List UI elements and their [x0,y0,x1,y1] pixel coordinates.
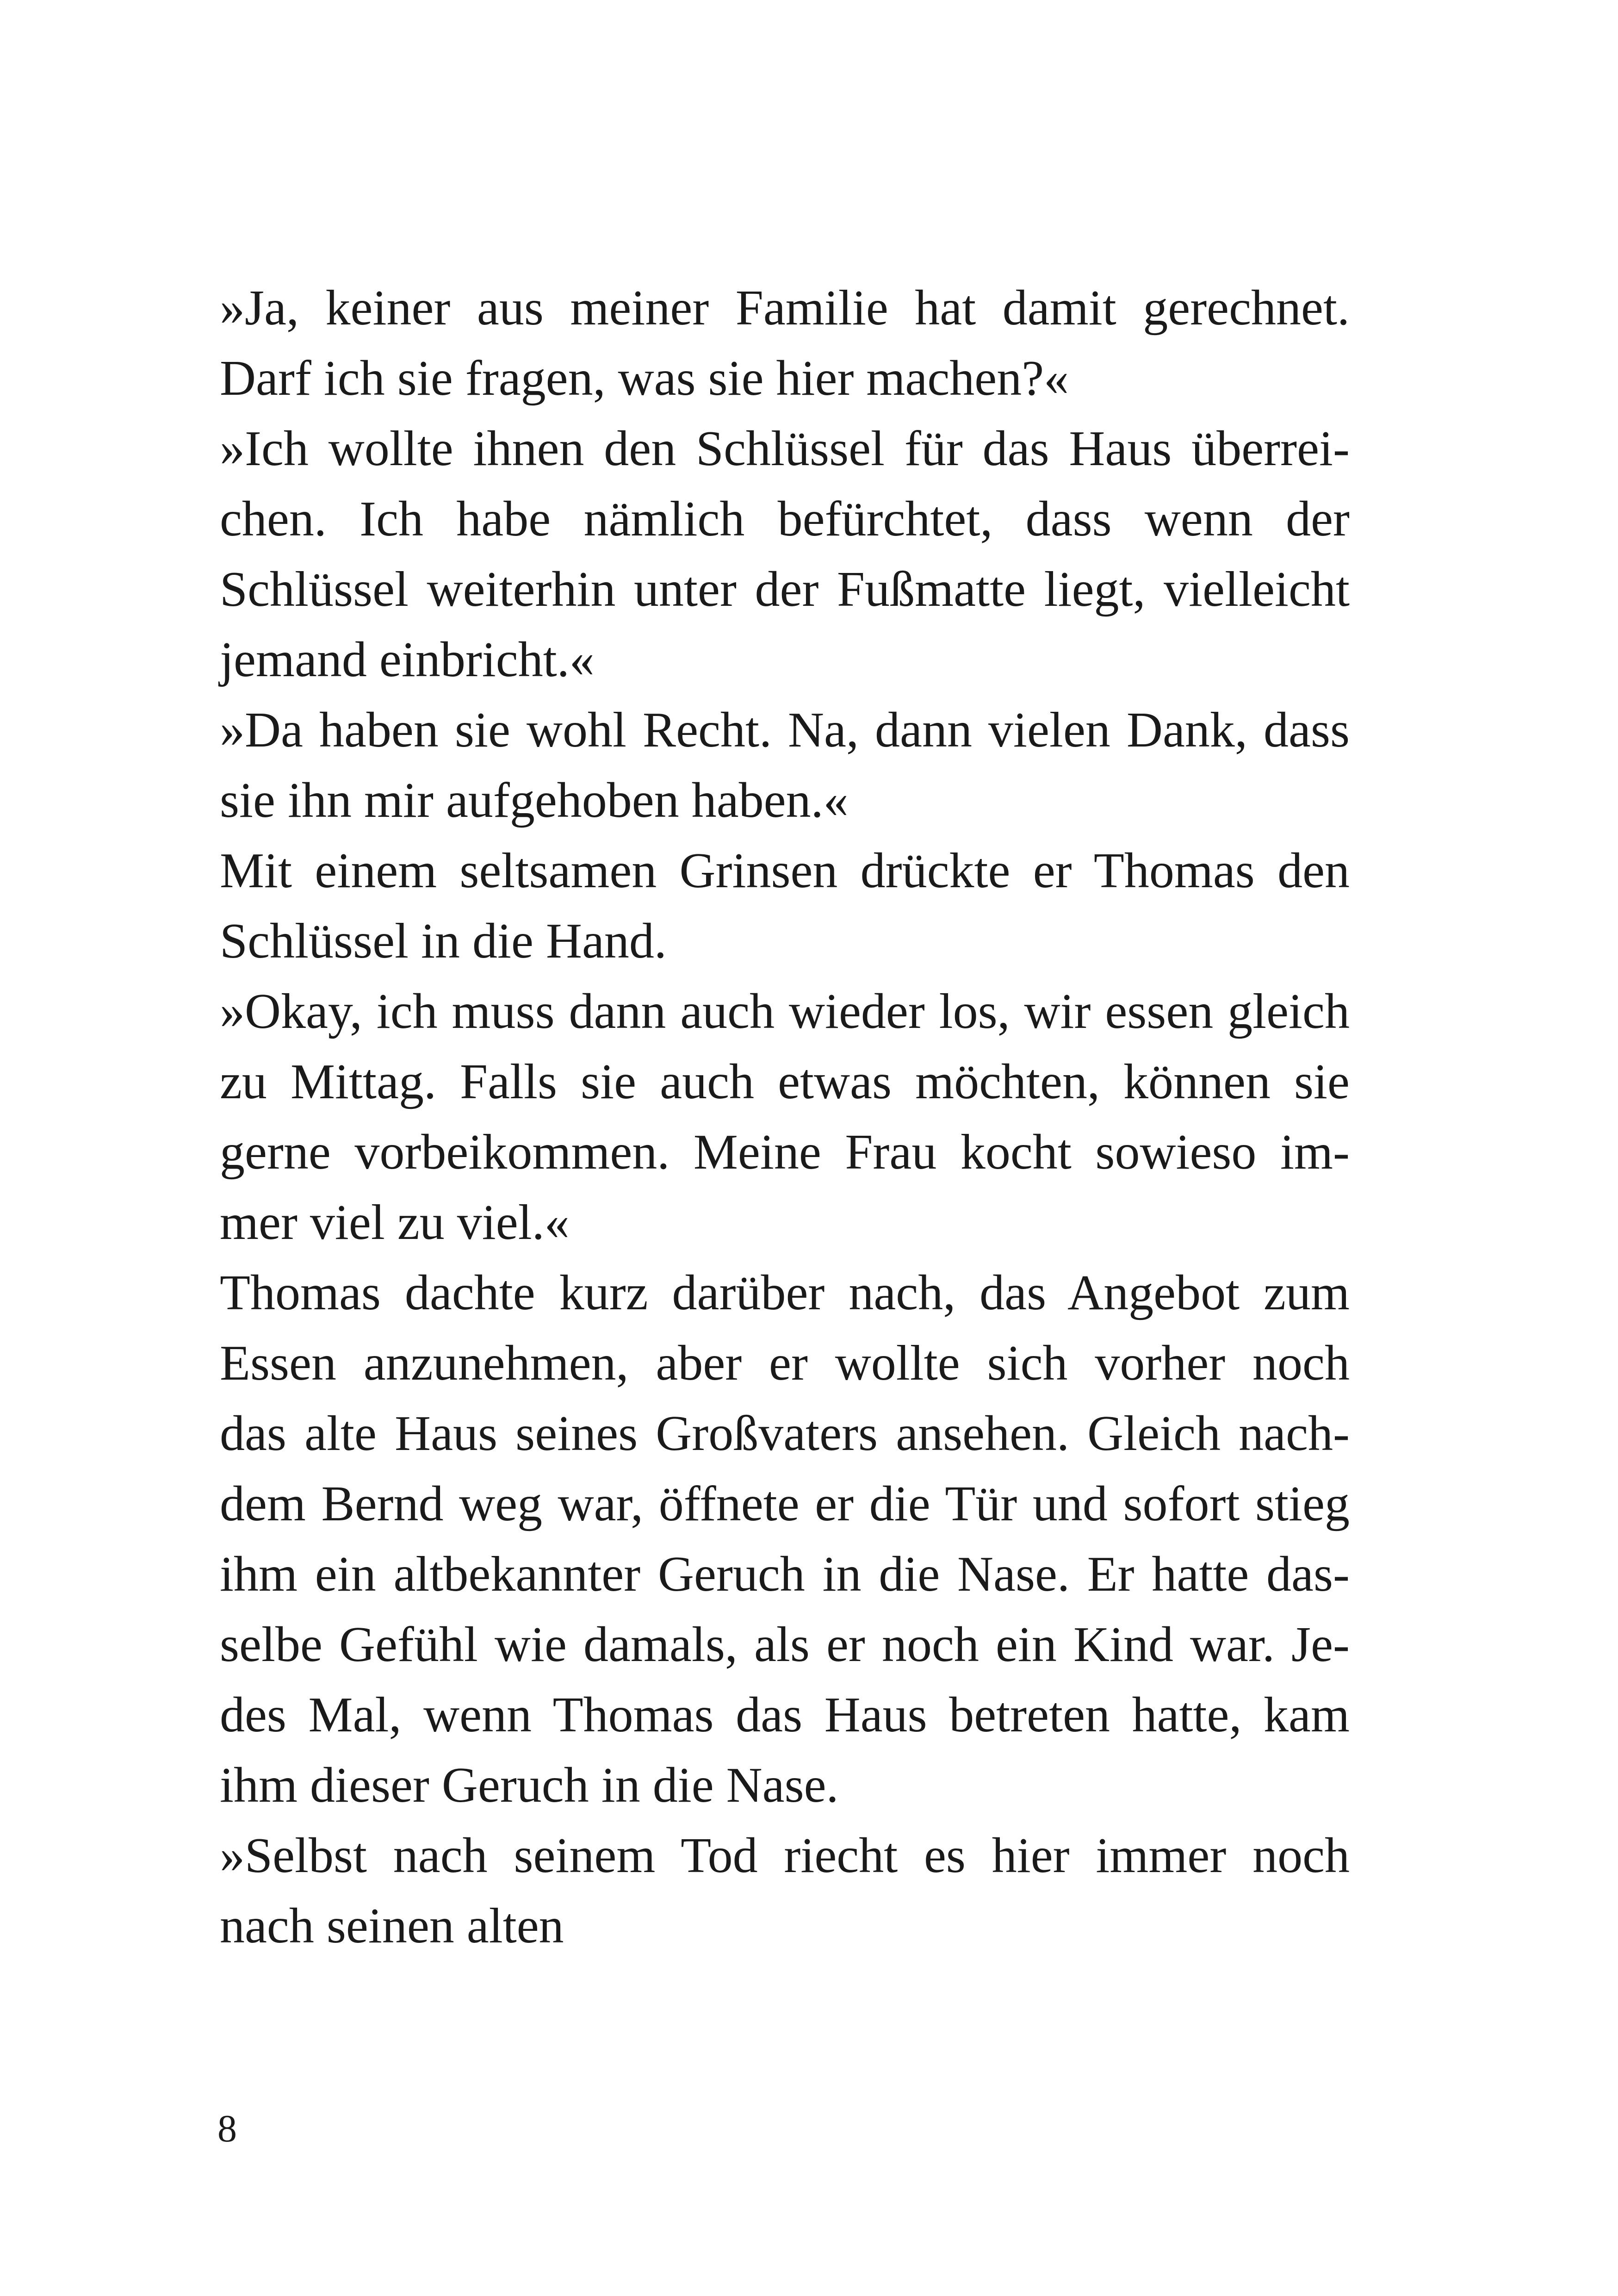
text-line: des Mal, wenn Thomas das Haus betreten hatte, kam [220,1687,1350,1742]
text-line: jemand einbricht.« [220,632,595,687]
text-line: Darf ich sie fragen, was sie hier machen?« [220,351,1069,406]
text-line: gerne vorbeikommen. Meine Frau kocht sowieso im- [220,1125,1350,1180]
text-line: mer viel zu viel.« [220,1195,570,1250]
text-line: Mit einem seltsamen Grinsen drückte er Thomas den [220,843,1350,898]
text-line: Schlüssel weiterhin unter der Fußmatte liegt, vielleicht [220,562,1350,617]
text-line: sie ihn mir aufgehoben haben.« [220,773,849,828]
text-line: das alte Haus seines Großvaters ansehen. Gleich nach- [220,1406,1350,1461]
text-line: zu Mittag. Falls sie auch etwas möchten, können sie [220,1054,1350,1109]
text-line: »Okay, ich muss dann auch wieder los, wir essen gleich [220,984,1350,1039]
body-text [220,273,1350,1961]
page-number: 8 [217,2107,237,2150]
text-line: selbe Gefühl wie damals, als er noch ein Kind war. Je- [220,1617,1350,1672]
text-line: chen. Ich habe nämlich befürchtet, dass wenn der [220,492,1350,547]
text-line: »Da haben sie wohl Recht. Na, dann vielen Dank, dass [220,703,1350,758]
text-line: dem Bernd weg war, öffnete er die Tür und sofort stieg [220,1476,1350,1531]
text-line: Schlüssel in die Hand. [220,914,667,969]
text-line: »Ich wollte ihnen den Schlüssel für das Haus überrei- [220,421,1350,476]
text-line: Thomas dachte kurz darüber nach, das Angebot zum [220,1265,1350,1320]
text-line: »Selbst nach seinem Tod riecht es hier immer noch [220,1828,1350,1883]
text-line: Essen anzunehmen, aber er wollte sich vorher noch [220,1336,1350,1391]
text-line: ihm dieser Geruch in die Nase. [220,1758,839,1813]
text-line: nach seinen alten [220,1898,564,1954]
text-line: »Ja, keiner aus meiner Familie hat damit gerechnet. [220,280,1350,336]
text-line: ihm ein altbekannter Geruch in die Nase. Er hatte das- [220,1547,1350,1602]
